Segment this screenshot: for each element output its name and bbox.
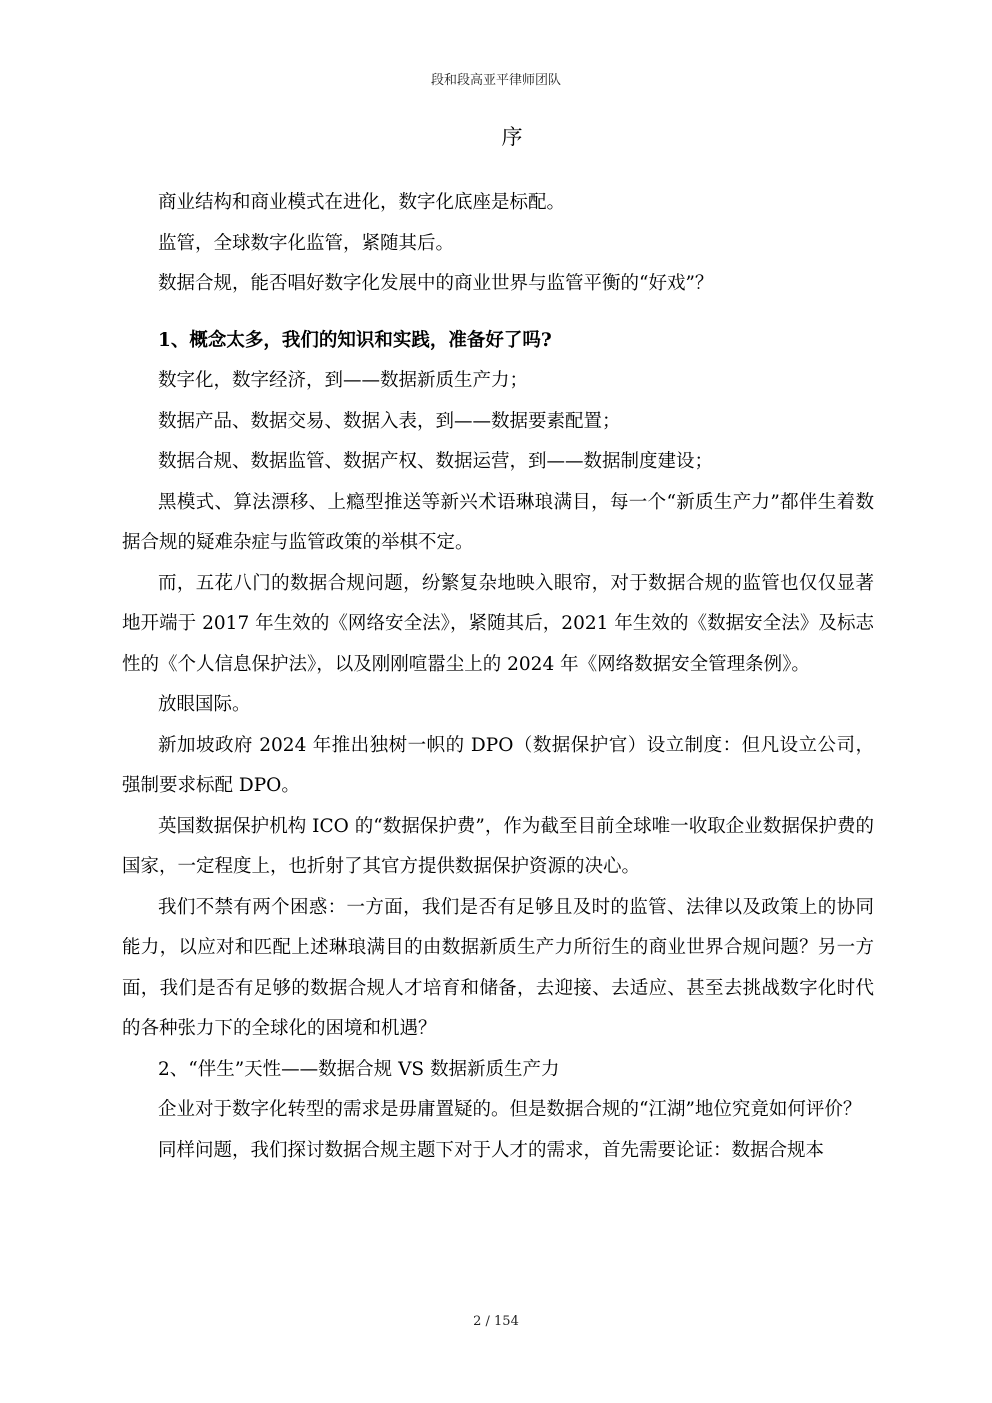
page-title: 序 xyxy=(501,125,523,149)
running-header: 段和段高亚平律师团队 xyxy=(430,73,561,88)
page-number: 2 / 154 xyxy=(473,1314,519,1329)
paragraph: 黑模式、算法漂移、上瘾型推送等新兴术语琳琅满目，每一个“新质生产力”都伴生着数据合规的疑难杂症与监管政策的举棋不定。 xyxy=(122,491,874,553)
paragraph: 企业对于数字化转型的需求是毋庸置疑的。但是数据合规的“江湖”地位究竟如何评价？ xyxy=(158,1099,862,1120)
paragraph: 同样问题，我们探讨数据合规主题下对于人才的需求，首先需要论证：数据合规本 xyxy=(158,1139,825,1161)
body-text xyxy=(122,183,874,1171)
paragraph: 商业结构和商业模式在进化，数字化底座是标配。 xyxy=(158,192,566,213)
section-heading: 1、概念太多，我们的知识和实践，准备好了吗? xyxy=(158,329,552,351)
paragraph: 英国数据保护机构 ICO 的“数据保护费”，作为截至目前全球唯一收取企业数据保护费的国家，一定程度上，也折射了其官方提供数据保护资源的决心。 xyxy=(122,815,874,877)
paragraph: 数据合规、数据监管、数据产权、数据运营，到——数据制度建设； xyxy=(158,451,714,472)
paragraph: 而，五花八门的数据合规问题，纷繁复杂地映入眼帘，对于数据合规的监管也仅仅显著地开端于 2017 年生效的《网络安全法》，紧随其后，2021 年生效的《数据安全法》及标志性的《个人信息保护法》，以及刚刚喧嚣尘上的 2024 年《网络数据安全管理条例》。 xyxy=(122,572,874,675)
paragraph: 新加坡政府 2024 年推出独树一帜的 DPO（数据保护官）设立制度：但凡设立公司，强制要求标配 DPO。 xyxy=(122,734,874,796)
paragraph: 数据合规，能否唱好数字化发展中的商业世界与监管平衡的“好戏”？ xyxy=(158,273,714,294)
section-heading: 2、“伴生”天性——数据合规 VS 数据新质生产力 xyxy=(158,1058,560,1080)
paragraph: 数据产品、数据交易、数据入表，到——数据要素配置； xyxy=(158,410,621,432)
paragraph: 数字化，数字经济，到——数据新质生产力； xyxy=(158,370,529,391)
paragraph: 放眼国际。 xyxy=(158,694,251,715)
paragraph: 我们不禁有两个困惑：一方面，我们是否有足够且及时的监管、法律以及政策上的协同能力，以应对和匹配上述琳琅满目的由数据新质生产力所衍生的商业世界合规问题？另一方面，我们是否有足够的数据合规人才培育和储备，去迎接、去适应、甚至去挑战数字化时代的各种张力下的全球化的困境和机遇？ xyxy=(122,896,874,1039)
paragraph: 监管，全球数字化监管，紧随其后。 xyxy=(158,232,455,254)
